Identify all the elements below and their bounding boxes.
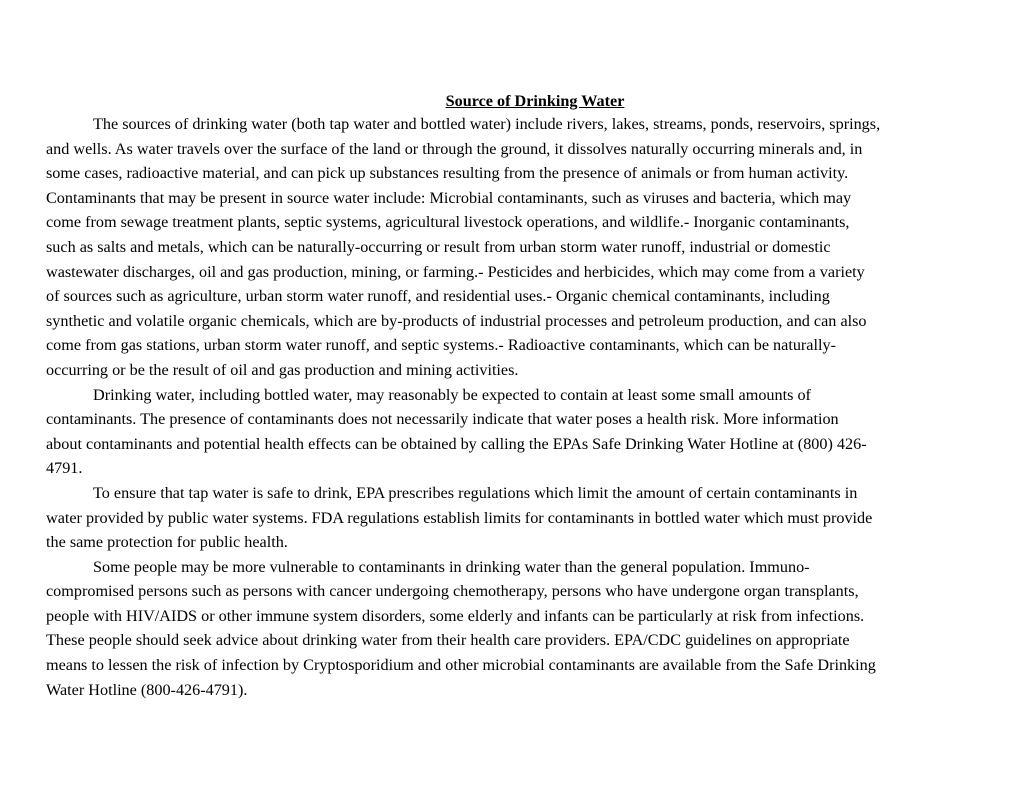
text-line: the same protection for public health. (46, 533, 288, 552)
text-line: such as salts and metals, which can be naturally-occurring or result from urban storm water runoff, industrial or domestic (46, 237, 831, 256)
document-title (0, 90, 1024, 112)
document-body (46, 112, 986, 702)
text-line: Drinking water, including bottled water, may reasonably be expected to contain at least some small amounts of (93, 385, 811, 404)
paragraph (46, 383, 986, 481)
text-line: contaminants. The presence of contaminants does not necessarily indicate that water poses a health risk. More information (46, 410, 839, 429)
text-line: The sources of drinking water (both tap water and bottled water) include rivers, lakes, streams, ponds, reservoirs, springs, (93, 115, 881, 133)
text-line: wastewater discharges, oil and gas production, mining, or farming.- Pesticides and herbicides, which may come from a variety (46, 262, 865, 281)
text-line: means to lessen the risk of infection by Cryptosporidium and other microbial contaminants are available from the Safe Drinking (46, 656, 876, 675)
paragraph (46, 112, 986, 383)
text-line: Water Hotline (800-426-4791). (46, 680, 248, 699)
text-line: synthetic and volatile organic chemicals, which are by-products of industrial processes and petroleum production, and can also (46, 311, 867, 330)
text-line: These people should seek advice about drinking water from their health care providers. EPA/CDC guidelines on appropriate (46, 631, 850, 650)
text-line: 4791. (46, 459, 83, 478)
paragraph (46, 481, 986, 555)
title-text: Source of Drinking Water (445, 92, 625, 110)
text-line: some cases, radioactive material, and can pick up substances resulting from the presence of animals or from human activity. (46, 164, 849, 183)
paragraph (46, 555, 986, 703)
text-line: come from sewage treatment plants, septic systems, agricultural livestock operations, and wildlife.- Inorganic contaminants, (46, 213, 850, 232)
document-page (46, 90, 986, 702)
text-line: Some people may be more vulnerable to contaminants in drinking water than the general population. Immuno- (93, 557, 810, 576)
text-line: of sources such as agriculture, urban storm water runoff, and residential uses.- Organic chemical contaminants, including (46, 287, 830, 306)
text-line: compromised persons such as persons with cancer undergoing chemotherapy, persons who have undergone organ transplants, (46, 582, 859, 601)
text-line: Contaminants that may be present in source water include: Microbial contaminants, such as viruses and bacteria, which may (46, 188, 852, 207)
text-line: and wells. As water travels over the surface of the land or through the ground, it dissolves naturally occurring minerals and, in (46, 139, 863, 158)
text-line: water provided by public water systems. FDA regulations establish limits for contaminants in bottled water which must provide (46, 508, 873, 527)
text-line: To ensure that tap water is safe to drink, EPA prescribes regulations which limit the amount of certain contaminants in (93, 483, 858, 502)
text-line: about contaminants and potential health effects can be obtained by calling the EPAs Safe Drinking Water Hotline at (800) 426- (46, 434, 867, 453)
text-line: occurring or be the result of oil and gas production and mining activities. (46, 360, 519, 379)
text-line: people with HIV/AIDS or other immune system disorders, some elderly and infants can be particularly at risk from infections. (46, 606, 865, 625)
text-line: come from gas stations, urban storm water runoff, and septic systems.- Radioactive contaminants, which can be naturally- (46, 336, 836, 355)
